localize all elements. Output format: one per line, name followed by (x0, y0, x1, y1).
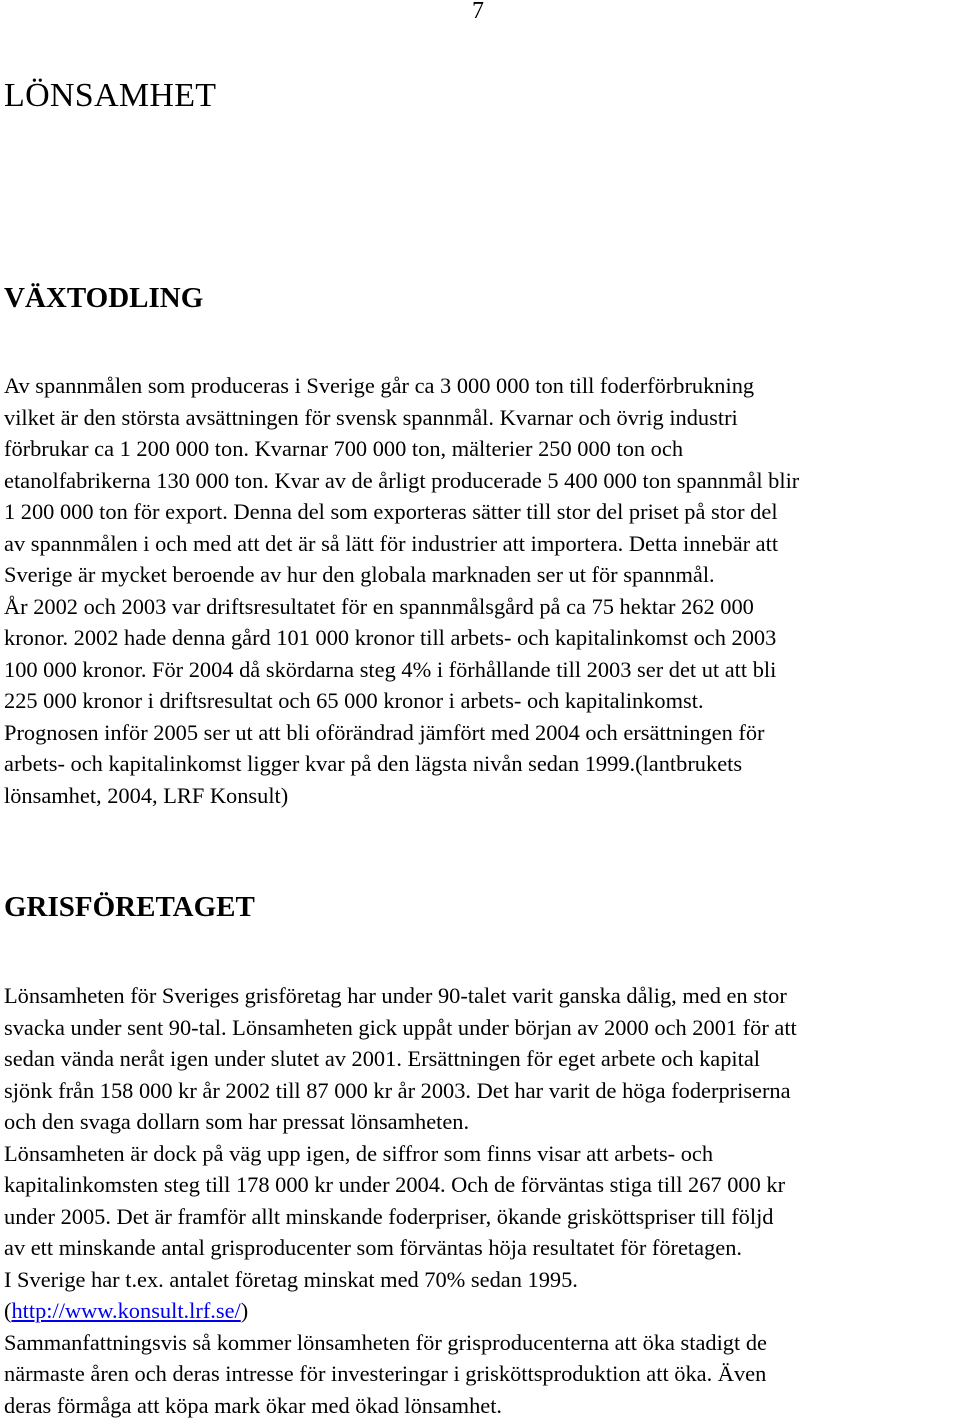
text-line: 1 200 000 ton för export. Denna del som exporteras sätter till stor del priset på stor del (4, 499, 778, 524)
text-line: förbrukar ca 1 200 000 ton. Kvarnar 700 000 ton, mälterier 250 000 ton och (4, 436, 684, 461)
text-line: Sammanfattningsvis så kommer lönsamheten för grisproducenterna att öka stadigt de (4, 1329, 767, 1355)
text-line: I Sverige har t.ex. antalet företag minskat med 70% sedan 1995. (4, 1266, 578, 1292)
text-line: av spannmålen i och med att det är så lätt för industrier att importera. Detta innebär att (4, 530, 779, 556)
text-line: 225 000 kronor i driftsresultat och 65 000 kronor i arbets- och kapitalinkomst. (4, 688, 704, 713)
text-line: kapitalinkomsten steg till 178 000 kr under 2004. Och de förväntas stiga till 267 000 kr (4, 1172, 786, 1197)
page-title: LÖNSAMHET (4, 77, 217, 114)
text-line: sedan vända neråt igen under slutet av 2001. Ersättningen för eget arbete och kapital (4, 1046, 761, 1071)
text-line: svacka under sent 90-tal. Lönsamheten gick uppåt under början av 2000 och 2001 för att (4, 1014, 797, 1040)
text-line: under 2005. Det är framför allt minskande foderpriser, ökande grisköttspriser till följd (4, 1203, 774, 1229)
text-line: sjönk från 158 000 kr år 2002 till 87 000 kr år 2003. Det har varit de höga foderpriserna (4, 1077, 791, 1103)
text-line: arbets- och kapitalinkomst ligger kvar på den lägsta nivån sedan 1999.(lantbrukets (4, 751, 743, 776)
text-line: Prognosen inför 2005 ser ut att bli oförändrad jämfört med 2004 och ersättningen för (4, 719, 765, 745)
vaxtodling-paragraph (4, 370, 954, 811)
section-heading-vaxtodling: VÄXTODLING (4, 282, 204, 314)
grisforetaget-paragraph (4, 980, 954, 1421)
text-line: Av spannmålen som produceras i Sverige går ca 3 000 000 ton till foderförbrukning (4, 373, 755, 398)
konsult-lrf-link[interactable]: http://www.konsult.lrf.se/ (11, 1298, 241, 1323)
text-line: kronor. 2002 hade denna gård 101 000 kronor till arbets- och kapitalinkomst och 2003 (4, 625, 777, 650)
page-number: 7 (472, 0, 484, 24)
text-line: Sverige är mycket beroende av hur den globala marknaden ser ut för spannmål. (4, 562, 715, 587)
text-line: deras förmåga att köpa mark ökar med ökad lönsamhet. (4, 1392, 503, 1418)
text-line: etanolfabrikerna 130 000 ton. Kvar av de årligt producerade 5 400 000 ton spannmål blir (4, 467, 800, 493)
link-line (4, 1295, 954, 1327)
section-heading-grisforetaget: GRISFÖRETAGET (4, 891, 255, 923)
text-line: År 2002 och 2003 var driftsresultatet för en spannmålsgård på ca 75 hektar 262 000 (4, 593, 754, 619)
text-line: lönsamhet, 2004, LRF Konsult) (4, 782, 289, 808)
text-line: och den svaga dollarn som har pressat lönsamheten. (4, 1109, 470, 1134)
text-line: Lönsamheten är dock på väg upp igen, de siffror som finns visar att arbets- och (4, 1140, 714, 1166)
text-line: vilket är den största avsättningen för svensk spannmål. Kvarnar och övrig industri (4, 404, 738, 430)
link-open-paren: ( (4, 1298, 12, 1323)
link-close-paren: ) (240, 1298, 249, 1323)
text-line: 100 000 kronor. För 2004 då skördarna steg 4% i förhållande till 2003 ser det ut att bli (4, 656, 777, 682)
text-line: Lönsamheten för Sveriges grisföretag har under 90-talet varit ganska dålig, med en stor (4, 983, 787, 1008)
text-line: närmaste åren och deras intresse för investeringar i grisköttsproduktion att öka. Även (4, 1361, 767, 1386)
text-line: av ett minskande antal grisproducenter som förväntas höja resultatet för företagen. (4, 1235, 743, 1260)
